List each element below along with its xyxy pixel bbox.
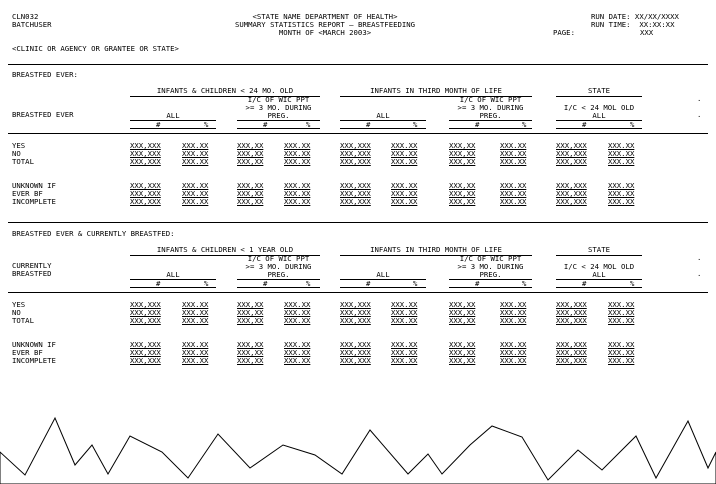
percent-cell: XXX.XX [608,157,635,166]
column-header: >= 3 MO. DURING [245,103,312,112]
percent-cell: XXX.XX [182,157,209,166]
percent-cell: XXX.XX [182,300,209,309]
percent-cell: XXX.XX [608,356,635,365]
percent-cell: XXX.XX [608,308,635,317]
percent-column-label: % [204,120,209,129]
count-cell: XXX,XXX [340,308,371,317]
count-cell: XXX,XXX [340,316,371,325]
percent-cell: XXX.XX [500,141,527,150]
percent-cell: XXX.XX [391,308,418,317]
row-label: EVER BF [12,189,43,198]
count-column-label: # [263,279,268,288]
group-header: STATE [588,86,610,95]
column-header: >= 3 MO. DURING [457,103,524,112]
column-header: ALL [166,270,180,279]
count-cell: XXX,XXX [130,181,161,190]
percent-cell: XXX.XX [182,316,209,325]
percent-cell: XXX.XX [391,157,418,166]
count-cell: XXX,XX [449,197,476,206]
column-header: I/C OF WIC PPT [247,95,310,104]
page-number: XXX [640,28,654,37]
count-cell: XXX,XX [449,141,476,150]
count-cell: XXX,XX [237,356,264,365]
count-cell: XXX,XXX [556,157,587,166]
percent-cell: XXX.XX [391,197,418,206]
percent-cell: XXX.XX [500,316,527,325]
percent-cell: XXX.XX [284,356,311,365]
count-cell: XXX,XXX [130,149,161,158]
group-header: INFANTS IN THIRD MONTH OF LIFE [370,86,502,95]
percent-column-label: % [204,279,209,288]
percent-cell: XXX.XX [391,149,418,158]
row-header: BREASTFED [12,269,52,278]
count-column-label: # [156,279,161,288]
count-cell: XXX,XXX [340,197,371,206]
percent-cell: XXX.XX [608,149,635,158]
count-cell: XXX,XXX [340,149,371,158]
percent-column-label: % [413,120,418,129]
margin-dot: . [697,110,702,119]
count-cell: XXX,XXX [340,300,371,309]
count-cell: XXX,XXX [340,356,371,365]
count-cell: XXX,XXX [340,141,371,150]
count-cell: XXX,XXX [556,141,587,150]
row-label: YES [12,300,26,309]
department-name: <STATE NAME DEPARTMENT OF HEALTH> [252,12,398,21]
percent-cell: XXX.XX [391,189,418,198]
row-label: UNKNOWN IF [12,340,56,349]
count-cell: XXX,XXX [340,189,371,198]
percent-cell: XXX.XX [500,149,527,158]
percent-cell: XXX.XX [284,308,311,317]
percent-cell: XXX.XX [608,197,635,206]
count-column-label: # [582,279,587,288]
count-cell: XXX,XXX [130,197,161,206]
percent-cell: XXX.XX [182,181,209,190]
column-header: >= 3 MO. DURING [457,262,524,271]
count-cell: XXX,XX [237,141,264,150]
percent-cell: XXX.XX [500,157,527,166]
column-header: ALL [376,270,390,279]
count-column-label: # [156,120,161,129]
percent-cell: XXX.XX [284,189,311,198]
column-header: ALL [376,111,390,120]
count-cell: XXX,XXX [556,340,587,349]
percent-cell: XXX.XX [391,340,418,349]
column-header: I/C < 24 MOL OLD [563,262,635,271]
count-column-label: # [475,279,480,288]
report-scope: <CLINIC OR AGENCY OR GRANTEE OR STATE> [12,44,179,53]
count-cell: XXX,XXX [130,189,161,198]
count-cell: XXX,XX [237,157,264,166]
count-cell: XXX,XX [449,149,476,158]
row-label: NO [12,308,21,317]
count-cell: XXX,XXX [340,340,371,349]
count-cell: XXX,XXX [556,181,587,190]
column-header: I/C OF WIC PPT [247,254,310,263]
column-header: ALL [166,111,180,120]
percent-cell: XXX.XX [284,141,311,150]
percent-cell: XXX.XX [391,348,418,357]
percent-column-label: % [630,120,635,129]
percent-cell: XXX.XX [391,181,418,190]
count-cell: XXX,XX [449,348,476,357]
percent-cell: XXX.XX [608,348,635,357]
count-cell: XXX,XX [449,316,476,325]
count-cell: XXX,XX [449,300,476,309]
count-cell: XXX,XX [237,149,264,158]
report-title: SUMMARY STATISTICS REPORT – BREASTFEEDING [234,20,416,29]
count-cell: XXX,XX [237,181,264,190]
page-label: PAGE: [553,28,575,37]
percent-cell: XXX.XX [500,308,527,317]
percent-cell: XXX.XX [284,348,311,357]
count-column-label: # [582,120,587,129]
percent-cell: XXX.XX [182,189,209,198]
percent-column-label: % [522,279,527,288]
percent-cell: XXX.XX [391,316,418,325]
percent-cell: XXX.XX [500,340,527,349]
percent-cell: XXX.XX [182,356,209,365]
section-title: BREASTFED EVER & CURRENTLY BREASTFED: [12,229,175,238]
row-label: UNKNOWN IF [12,181,56,190]
column-header: >= 3 MO. DURING [245,262,312,271]
margin-dot: . [697,253,702,262]
percent-cell: XXX.XX [284,197,311,206]
column-header: PREG. [267,111,290,120]
count-cell: XXX,XX [449,181,476,190]
batch-user: BATCHUSER [12,20,52,29]
count-cell: XXX,XXX [556,300,587,309]
column-header: ALL [592,111,606,120]
row-label: TOTAL [12,157,34,166]
count-cell: XXX,XXX [130,157,161,166]
count-cell: XXX,XXX [130,340,161,349]
percent-cell: XXX.XX [608,300,635,309]
group-header: STATE [588,245,610,254]
count-column-label: # [366,120,371,129]
count-cell: XXX,XXX [130,356,161,365]
percent-cell: XXX.XX [182,308,209,317]
percent-cell: XXX.XX [284,149,311,158]
row-label: YES [12,141,26,150]
percent-column-label: % [630,279,635,288]
count-cell: XXX,XX [449,157,476,166]
percent-cell: XXX.XX [608,181,635,190]
percent-cell: XXX.XX [500,189,527,198]
column-header: PREG. [479,270,502,279]
column-header: PREG. [267,270,290,279]
count-cell: XXX,XX [237,197,264,206]
count-cell: XXX,XXX [556,348,587,357]
percent-cell: XXX.XX [284,340,311,349]
percent-cell: XXX.XX [500,356,527,365]
percent-cell: XXX.XX [391,356,418,365]
row-label: EVER BF [12,348,43,357]
percent-cell: XXX.XX [182,149,209,158]
count-cell: XXX,XXX [556,197,587,206]
section-title: BREASTFED EVER: [12,70,78,79]
count-cell: XXX,XX [237,340,264,349]
row-label: NO [12,149,21,158]
percent-cell: XXX.XX [608,189,635,198]
percent-cell: XXX.XX [182,348,209,357]
report-month: MONTH OF <MARCH 2003> [278,28,372,37]
percent-cell: XXX.XX [284,316,311,325]
count-cell: XXX,XX [237,316,264,325]
percent-cell: XXX.XX [182,141,209,150]
count-cell: XXX,XXX [556,356,587,365]
percent-cell: XXX.XX [500,300,527,309]
count-cell: XXX,XXX [130,308,161,317]
percent-cell: XXX.XX [182,340,209,349]
count-cell: XXX,XX [449,308,476,317]
run-time: RUN TIME: XX:XX:XX [591,20,675,29]
percent-column-label: % [522,120,527,129]
percent-cell: XXX.XX [500,197,527,206]
column-header: I/C < 24 MOL OLD [563,103,635,112]
percent-cell: XXX.XX [608,340,635,349]
count-cell: XXX,XXX [556,308,587,317]
count-cell: XXX,XXX [340,348,371,357]
count-column-label: # [475,120,480,129]
row-label: INCOMPLETE [12,356,56,365]
column-header: ALL [592,270,606,279]
count-cell: XXX,XX [237,189,264,198]
count-cell: XXX,XX [449,340,476,349]
percent-cell: XXX.XX [500,348,527,357]
percent-cell: XXX.XX [391,141,418,150]
row-label: TOTAL [12,316,34,325]
percent-cell: XXX.XX [284,157,311,166]
row-header: BREASTFED EVER [12,110,74,119]
percent-column-label: % [306,279,311,288]
count-cell: XXX,XXX [556,149,587,158]
percent-cell: XXX.XX [284,300,311,309]
column-header: PREG. [479,111,502,120]
count-column-label: # [263,120,268,129]
count-cell: XXX,XXX [130,300,161,309]
percent-cell: XXX.XX [182,197,209,206]
group-header: INFANTS & CHILDREN < 24 MO. OLD [156,86,294,95]
count-column-label: # [366,279,371,288]
count-cell: XXX,XX [449,189,476,198]
count-cell: XXX,XXX [556,316,587,325]
percent-cell: XXX.XX [608,316,635,325]
percent-column-label: % [413,279,418,288]
percent-cell: XXX.XX [284,181,311,190]
count-cell: XXX,XX [237,348,264,357]
column-header: I/C OF WIC PPT [459,95,522,104]
column-header: I/C OF WIC PPT [459,254,522,263]
count-cell: XXX,XX [237,300,264,309]
group-header: INFANTS IN THIRD MONTH OF LIFE [370,245,502,254]
count-cell: XXX,XX [237,308,264,317]
count-cell: XXX,XXX [556,189,587,198]
row-header: CURRENTLY [12,261,52,270]
percent-column-label: % [306,120,311,129]
margin-dot: . [697,269,702,278]
report-id: CLN032 [12,12,39,21]
row-label: INCOMPLETE [12,197,56,206]
count-cell: XXX,XXX [130,348,161,357]
count-cell: XXX,XXX [340,181,371,190]
group-header: INFANTS & CHILDREN < 1 YEAR OLD [156,245,294,254]
count-cell: XXX,XX [449,356,476,365]
percent-cell: XXX.XX [500,181,527,190]
percent-cell: XXX.XX [608,141,635,150]
margin-dot: . [697,94,702,103]
count-cell: XXX,XXX [340,157,371,166]
count-cell: XXX,XXX [130,316,161,325]
run-date: RUN DATE: XX/XX/XXXX [591,12,679,21]
percent-cell: XXX.XX [391,300,418,309]
count-cell: XXX,XXX [130,141,161,150]
